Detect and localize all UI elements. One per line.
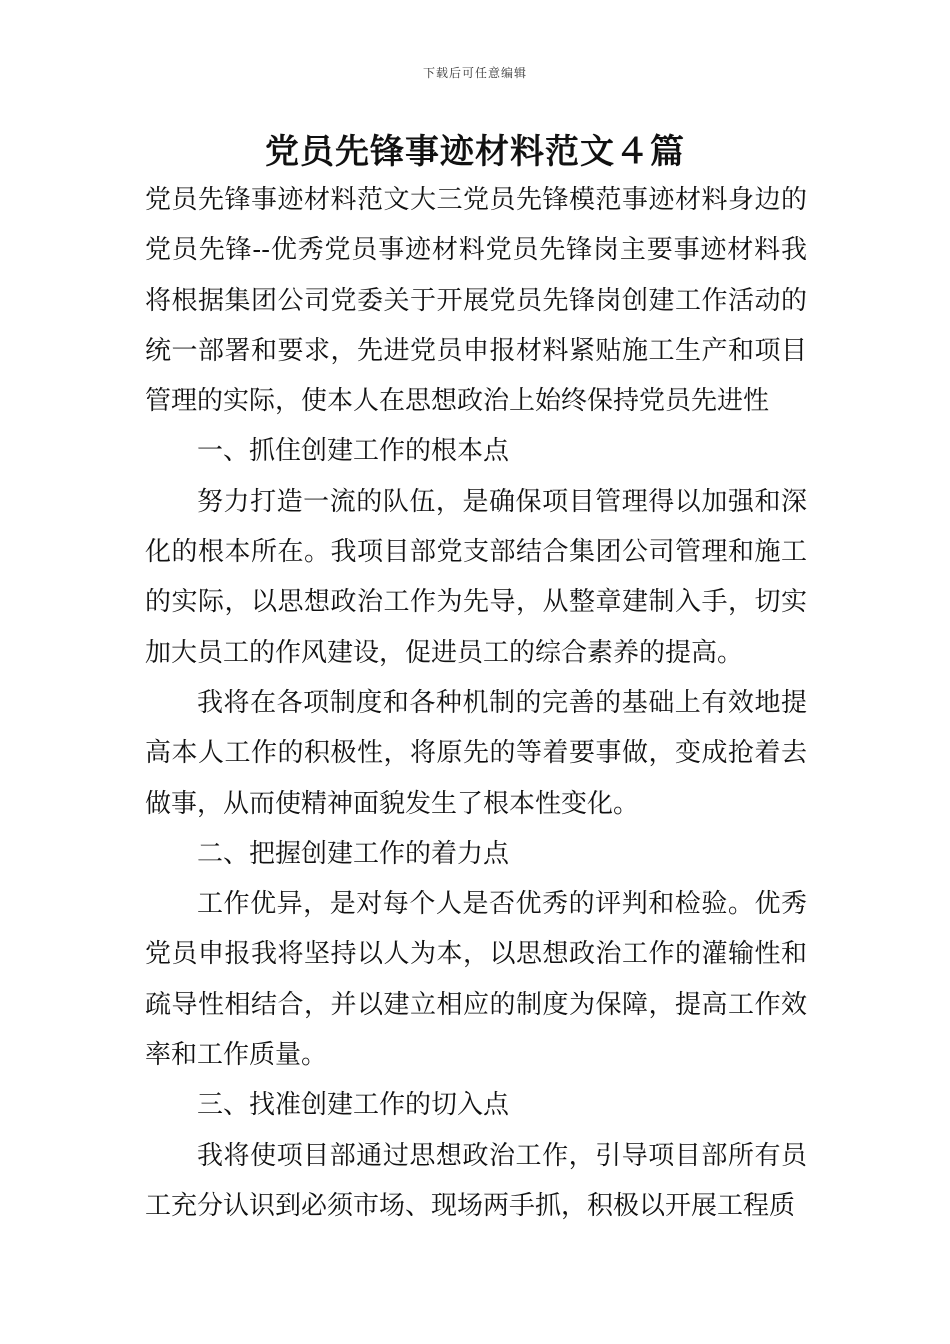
header-note: 下载后可任意编辑: [422, 66, 527, 80]
document-body: [145, 175, 807, 1231]
paragraph: 工作优异，是对每个人是否优秀的评判和检验。优秀党员申报我将坚持以人为本，以思想政治工作的灌输性和疏导性相结合，并以建立相应的制度为保障，提高工作效率和工作质量。: [145, 889, 807, 1071]
section-heading-3: 三、找准创建工作的切入点: [197, 1090, 510, 1121]
section-heading-2: 二、把握创建工作的着力点: [197, 838, 510, 869]
document-title: 党员先锋事迹材料范文４篇: [265, 132, 685, 172]
paragraph-intro: 党员先锋事迹材料范文大三党员先锋模范事迹材料身边的党员先锋--优秀党员事迹材料党员先锋岗主要事迹材料我将根据集团公司党委关于开展党员先锋岗创建工作活动的统一部署和要求，先进党员申报材料紧贴施工生产和项目管理的实际，使本人在思想政治上始终保持党员先进性: [145, 185, 807, 417]
paragraph: 努力打造一流的队伍，是确保项目管理得以加强和深化的根本所在。我项目部党支部结合集团公司管理和施工的实际，以思想政治工作为先导，从整章建制入手，切实加大员工的作风建设，促进员工的综合素养的提高。: [145, 486, 807, 668]
paragraph: 我将在各项制度和各种机制的完善的基础上有效地提高本人工作的积极性，将原先的等着要事做，变成抢着去做事，从而使精神面貌发生了根本性变化。: [145, 687, 807, 819]
paragraph: 我将使项目部通过思想政治工作，引导项目部所有员工充分认识到必须市场、现场两手抓，积极以开展工程质: [145, 1140, 807, 1221]
section-heading-1: 一、抓住创建工作的根本点: [197, 436, 510, 467]
